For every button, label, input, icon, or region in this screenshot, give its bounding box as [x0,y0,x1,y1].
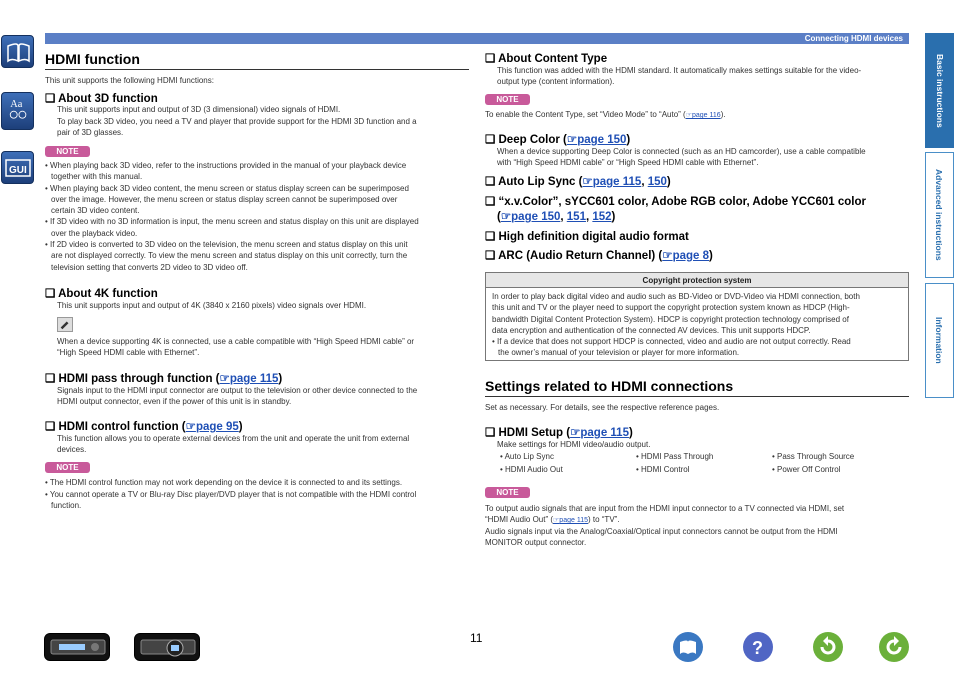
tab-label: Information [934,317,944,364]
text: This unit supports input and output of 3D (3 dimensional) video signals of HDMI. [57,105,341,114]
list-item: • When playing back 3D video content, the menu screen or status display screen can be superimposed [45,183,409,193]
list-item: function. [51,501,82,510]
page-number: 11 [470,631,483,645]
index-icon[interactable] [673,632,703,662]
heading-3d: ❑ About 3D function [45,93,158,105]
list-item: television setting that converts 2D video to 3D video off. [51,262,248,272]
section-header-bar [45,33,909,44]
list-item: over the image. However, the menu screen or status display screen cannot be superimposed over [51,194,398,204]
heading-text: , [641,176,648,188]
page-link[interactable]: ☞page 150 [566,134,627,146]
heading-text: ) [626,134,631,146]
text: This function was added with the HDMI standard. It automatically makes settings suitable for the video- [497,66,862,75]
link-text: page 116 [692,112,721,119]
heading-text: ) [238,421,243,433]
link-text: page 8 [672,250,710,262]
page-link[interactable]: ☞page 8 [662,250,710,262]
svg-text:Aa: Aa [10,98,23,110]
link-text: page 150 [577,134,627,146]
text: In order to play back digital video and audio such as BD-Video or DVD-Video via HDMI connection, both [492,292,860,301]
tab-basic-instructions[interactable] [925,33,954,148]
page-link[interactable]: 150 [647,176,667,188]
heading-text: ❑ HDMI control function ( [45,421,186,433]
page-link[interactable]: ☞page 115 [582,176,642,188]
settings-intro: Set as necessary. For details, see the respective reference pages. [485,403,720,412]
list-item: are not displayed correctly. To view the menu screen and status display on this unit correctly, turn the [51,251,408,261]
font-icon[interactable] [1,92,34,130]
gui-icon[interactable] [1,151,34,184]
text: Make settings for HDMI video/audio output. [497,440,651,449]
front-panel-icon[interactable] [44,633,110,661]
heading-hdmi-setup [485,425,633,439]
list-item: the owner’s manual of your television or player for more information. [498,348,740,358]
page-link[interactable]: ☞page 150 [500,211,561,223]
copyright-box [485,272,909,361]
list-item: • Auto Lip Sync [500,452,554,461]
note-badge: NOTE [45,462,90,473]
remote-control-icon[interactable] [134,633,200,661]
text: To enable the Content Type, set “Video Mode” to “Auto” ( [485,110,686,119]
tab-label: Basic instructions [935,53,945,128]
note-badge: NOTE [45,146,90,157]
heading-text: ) [709,250,713,262]
heading-arc [485,248,713,262]
heading-text: ) [278,373,283,385]
heading-text: ❑ Deep Color ( [485,134,567,146]
heading-deep-color [485,132,630,146]
page-link[interactable]: 152 [592,211,612,223]
text: with “High Speed HDMI cable” or “High Speed HDMI cable with Ethernet”. [497,158,759,167]
heading-text: ❑ HDMI Setup ( [485,427,571,439]
list-item: • If 3D video with no 3D information is input, the menu screen and status display on this unit are displayed [45,217,419,227]
page-link[interactable]: ☞page 115 [553,517,588,524]
heading-text: ( [497,211,501,223]
heading-text: , [560,211,567,223]
text: Signals input to the HDMI input connector are output to the television or other device connected to the [57,386,418,395]
text: bandwidth Digital Content Protection System). HDCP is copyright protection technology comprised of [492,314,849,324]
book-icon[interactable] [1,35,34,68]
heading-xv-color: ❑ “x.v.Color”, sYCC601 color, Adobe RGB color, Adobe YCC601 color [485,196,866,208]
heading-text: ❑ HDMI pass through function ( [45,373,220,385]
text: To play back 3D video, you need a TV and player that provide support for the HDMI 3D function and a [57,117,417,126]
heading-hdmi-control [45,419,243,433]
text: ). [720,110,726,119]
heading-text: ❑ ARC (Audio Return Channel) ( [485,250,663,262]
svg-text:GUI: GUI [9,165,27,176]
text: When a device supporting Deep Color is connected (such as an HD camcorder), use a cable compatible [497,147,866,156]
heading-content-type: ❑ About Content Type [485,53,608,65]
text: “High Speed HDMI cable with Ethernet”. [57,348,200,357]
page-link[interactable]: 151 [566,211,586,223]
list-item: • If a device that does not support HDCP is connected, video and audio are not output correctly. Read [492,337,851,347]
tab-information[interactable] [925,283,954,398]
intro-text: This unit supports the following HDMI functions: [45,76,214,85]
heading-auto-lip-sync [485,174,671,188]
divider [45,69,469,70]
link-text: page 115 [580,427,629,439]
link-text: page 115 [229,373,279,385]
text: this unit and TV or the player need to support the copyright protection system known as HDCP (High- [492,303,850,313]
section-title: Connecting HDMI devices [804,34,903,43]
forward-icon[interactable] [879,632,909,662]
svg-text:?: ? [752,638,763,658]
heading-pass-through [45,371,282,385]
text: This function allows you to operate external devices from the unit and operate the unit from external [57,434,410,443]
link-text: page 115 [559,517,588,524]
settings-title: Settings related to HDMI connections [485,378,734,394]
text: Audio signals input via the Analog/Coaxial/Optical input connectors cannot be output from the HDMI [485,527,838,536]
note-list [45,160,469,273]
page-link[interactable]: ☞page 115 [219,373,279,385]
list-item: • You cannot operate a TV or Blu-ray Disc player/DVD player that is not compatible with the HDMI control [45,490,417,499]
text: “HDMI Audio Out” ( [485,515,554,524]
note-text [485,514,620,526]
heading-text: , [585,211,593,223]
copyright-body [486,288,908,359]
page-link[interactable]: ☞page 116 [685,112,721,119]
text: ) to “TV”. [587,515,620,524]
text: HDMI output connector, even if the power of this unit is in standby. [57,397,292,406]
text: MONITOR output connector. [485,538,587,547]
link-text: page 95 [195,421,239,433]
heading-xv-color-links [497,209,615,223]
back-icon[interactable] [813,632,843,662]
text: To output audio signals that are input from the HDMI input connector to a TV connected via HDMI, set [485,504,845,513]
heading-text: ) [666,176,671,188]
page-link[interactable]: ☞page 115 [570,427,629,439]
heading-text: ) [628,427,633,439]
tab-advanced-instructions[interactable] [925,152,954,278]
list-item: • The HDMI control function may not work depending on the device it is connected to and its settings. [45,478,403,487]
help-icon[interactable] [743,632,773,662]
divider [485,396,909,397]
list-item: over the playback video. [51,228,138,238]
list-item: certain 3D video content. [51,206,140,216]
tab-label: Advanced instructions [934,169,944,261]
text: This unit supports input and output of 4K (3840 x 2160 pixels) video signals over HDMI. [57,301,367,310]
list-item: • Power Off Control [772,465,841,474]
list-item: together with this manual. [51,172,143,182]
note-badge: NOTE [485,94,530,105]
list-item: • HDMI Pass Through [636,452,714,461]
heading-text: ❑ Auto Lip Sync ( [485,176,583,188]
list-item: • If 2D video is converted to 3D video on the television, the menu screen and status display on this unit [45,240,408,250]
note-badge: NOTE [485,487,530,498]
text: When a device supporting 4K is connected, use a cable compatible with “High Speed HDMI cable” or [57,337,415,346]
link-text: page 115 [592,176,642,188]
text: pair of 3D glasses. [57,128,124,137]
list-item: • When playing back 3D video, refer to the instructions provided in the manual of your playback device [45,161,407,170]
list-item: • HDMI Control [636,465,690,474]
page-link[interactable]: ☞page 95 [185,421,239,433]
list-item: • HDMI Audio Out [500,465,563,474]
link-text: page 150 [511,211,561,223]
text: output type (content information). [497,77,615,86]
heading-text: ) [611,211,616,223]
heading-hd-audio: ❑ High definition digital audio format [485,231,689,243]
list-item: • Pass Through Source [772,452,855,461]
note-text [485,109,726,121]
page-title: HDMI function [45,51,140,67]
text: data encryption and authentication of the connected AV devices. This unit supports HDCP. [492,325,811,335]
memo-icon [57,317,73,332]
copyright-title: Copyright protection system [486,273,908,288]
text: devices. [57,445,87,454]
heading-4k: ❑ About 4K function [45,288,158,300]
